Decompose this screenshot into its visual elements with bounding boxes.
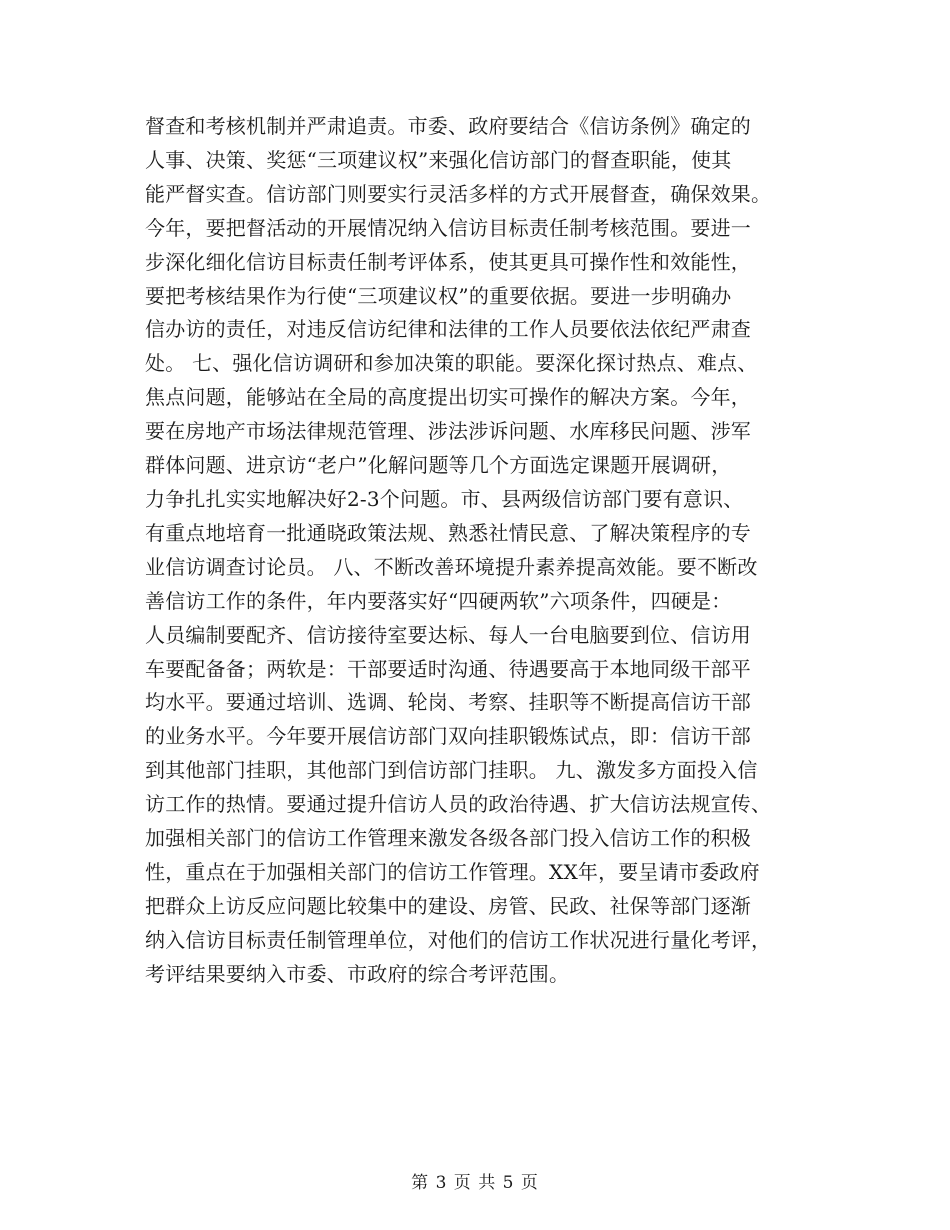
page-number-label: 第 3 页 共 5 页 [411,1173,539,1193]
text-line: 到其他部门挂职，其他部门到信访部门挂职。 九、激发多方面投入信 [145,758,758,783]
text-line: 要把考核结果作为行使“三项建议权”的重要依据。要进一步明确办 [145,283,732,308]
text-line: 群体问题、进京访“老户”化解问题等几个方面选定课题开展调研， [145,453,732,478]
text-line: 均水平。要通过培训、选调、轮岗、考察、挂职等不断提高信访干部 [145,690,751,715]
text-line: 督查和考核机制并严肃追责。市委、政府要结合《信访条例》确定的 [145,114,751,138]
text-line: 访工作的热情。要通过提升信访人员的政治待遇、扩大信访法规宣传、 [145,792,772,817]
text-line: 把群众上访反应问题比较集中的建设、房管、民政、社保等部门逐渐 [145,893,751,918]
page-footer [0,1172,950,1194]
body-text [145,110,825,992]
text-line: 加强相关部门的信访工作管理来激发各级各部门投入信访工作的积极 [145,826,751,851]
text-line: 要在房地产市场法律规范管理、涉法涉诉问题、水库移民问题、涉军 [145,419,751,444]
text-line: 性，重点在于加强相关部门的信访工作管理。XX年，要呈请市委政府 [145,859,760,884]
text-line: 纳入信访目标责任制管理单位，对他们的信访工作状况进行量化考评， [145,927,772,952]
text-line: 今年，要把督活动的开展情况纳入信访目标责任制考核范围。要进一 [145,215,751,240]
text-line: 焦点问题，能够站在全局的高度提出切实可操作的解决方案。今年， [145,385,751,410]
text-line: 车要配备备；两软是：干部要适时沟通、待遇要高于本地同级干部平 [145,656,751,681]
text-line: 业信访调查讨论员。 八、不断改善环境提升素养提高效能。要不断改 [145,554,758,579]
text-line: 有重点地培育一批通晓政策法规、熟悉社情民意、了解决策程序的专 [145,520,751,545]
text-line: 人员编制要配齐、信访接待室要达标、每人一台电脑要到位、信访用 [145,622,751,647]
text-line: 信办访的责任，对违反信访纪律和法律的工作人员要依法依纪严肃查 [145,317,751,342]
text-line: 人事、决策、奖惩“三项建议权”来强化信访部门的督查职能，使其 [145,147,732,172]
text-line: 步深化细化信访目标责任制考评体系，使其更具可操作性和效能性， [145,249,751,274]
text-line: 的业务水平。今年要开展信访部门双向挂职锻炼试点，即：信访干部 [145,724,751,749]
text-line: 处。 七、强化信访调研和参加决策的职能。要深化探讨热点、难点、 [145,351,758,376]
text-line: 力争扎扎实实地解决好2-3个问题。市、县两级信访部门要有意识、 [145,486,744,511]
text-line: 能严督实查。信访部门则要实行灵活多样的方式开展督查，确保效果。 [145,181,772,206]
text-line: 考评结果要纳入市委、市政府的综合考评范围。 [145,961,570,986]
text-line: 善信访工作的条件，年内要落实好“四硬两软”六项条件，四硬是： [145,588,732,613]
